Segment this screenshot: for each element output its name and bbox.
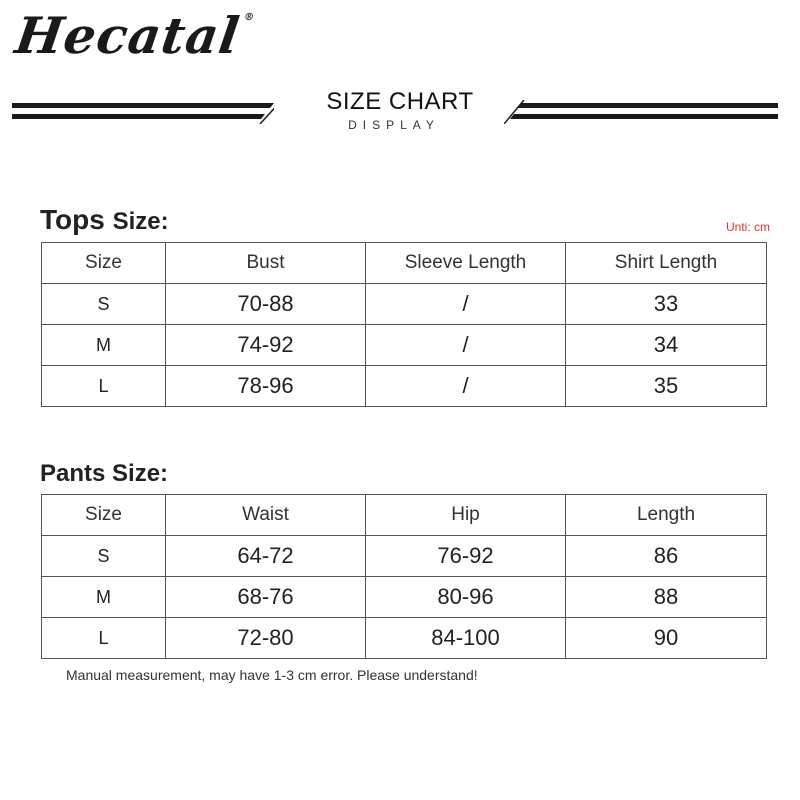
shirt-length-cell: 34 [566, 325, 767, 366]
table-row [42, 366, 767, 407]
banner-title: SIZE CHART [326, 88, 474, 115]
hip-cell: 76-92 [366, 536, 566, 577]
hip-cell: 80-96 [366, 577, 566, 618]
sleeve-length-cell: / [366, 366, 566, 407]
brand-logo-text: Hecatal [11, 6, 244, 65]
size-cell: M [42, 577, 166, 618]
length-cell: 90 [566, 618, 767, 659]
tops-size-title [40, 204, 169, 236]
tops-header-size: Size [42, 243, 166, 284]
pants-size-table [41, 494, 767, 659]
pants-header-length: Length [566, 495, 767, 536]
size-cell: S [42, 536, 166, 577]
bust-cell: 70-88 [166, 284, 366, 325]
table-row [42, 618, 767, 659]
tops-header-sleeve-length: Sleeve Length [366, 243, 566, 284]
pants-header-waist: Waist [166, 495, 366, 536]
shirt-length-cell: 33 [566, 284, 767, 325]
tops-header-shirt-length: Shirt Length [566, 243, 767, 284]
table-row [42, 577, 767, 618]
waist-cell: 68-76 [166, 577, 366, 618]
bust-cell: 78-96 [166, 366, 366, 407]
sleeve-length-cell: / [366, 284, 566, 325]
pants-header-hip: Hip [366, 495, 566, 536]
tops-header-bust: Bust [166, 243, 366, 284]
bust-cell: 74-92 [166, 325, 366, 366]
tops-size-table [41, 242, 767, 407]
length-cell: 88 [566, 577, 767, 618]
table-row [42, 536, 767, 577]
tops-title-word: Tops [40, 204, 105, 235]
length-cell: 86 [566, 536, 767, 577]
table-row [42, 325, 767, 366]
tops-title-rest: Size: [112, 208, 169, 235]
sleeve-length-cell: / [366, 325, 566, 366]
size-cell: S [42, 284, 166, 325]
banner-subtitle: DISPLAY [348, 118, 440, 132]
shirt-length-cell: 35 [566, 366, 767, 407]
size-cell: L [42, 618, 166, 659]
pants-size-title: Pants Size: [40, 460, 169, 487]
unit-label: Unti: cm [725, 220, 770, 234]
size-cell: M [42, 325, 166, 366]
pants-header-size: Size [42, 495, 166, 536]
brand-logo [12, 6, 255, 65]
waist-cell: 64-72 [166, 536, 366, 577]
measurement-note: Manual measurement, may have 1-3 cm error. Please understand! [66, 667, 478, 683]
waist-cell: 72-80 [166, 618, 366, 659]
pants-header-row [42, 495, 767, 536]
size-chart-banner [0, 86, 800, 142]
registered-mark: ® [243, 12, 256, 23]
tops-header-row [42, 243, 767, 284]
size-cell: L [42, 366, 166, 407]
table-row [42, 284, 767, 325]
hip-cell: 84-100 [366, 618, 566, 659]
